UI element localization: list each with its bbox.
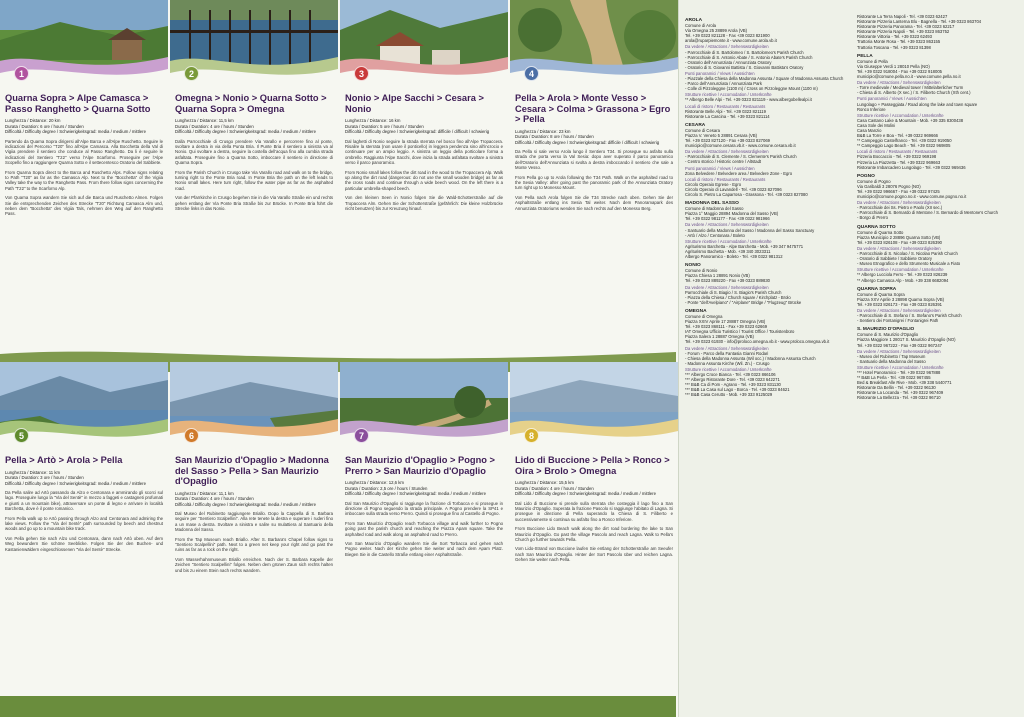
- route-meta: [170, 491, 338, 508]
- directory-entry: - Parrocchiale di S. Bartolomeo / S. Bartolomeo's Parish Church: [685, 49, 804, 55]
- directory-entry: Comune di Pogno: [857, 178, 891, 184]
- town-heading: QUARNA SOTTO: [857, 224, 896, 230]
- directory-entry: - Borgo di Prerro: [857, 215, 888, 221]
- directory-entry: ** B&B La Perla - Tel. +39 0322 967455: [857, 375, 931, 381]
- paragraph-it: Partendo da Quarna Sopra dirigersi all'Alpe Barca e all'Alpe Ruschetto. Seguire le indicazioni del Percorso "T20" fino all'Alpe Camasca. Alla Bocchetta della Val di Vigiia prendere il sentiero che conduce al Passo Ranghetto. Da li è seguire le indicazioni del Sentiero "T22" verso l'Alpe Scarforno. Proseguire per l'Alpe Scopello fino a raggiungere Quarna Sotto e il settecentesco Oratorio del Sabbiete.: [5, 138, 163, 166]
- route-title: Pella > Arola > Monte Vesso > Cesara > Colma > Grassona > Egro > Pella: [515, 93, 671, 124]
- route-difficulty: Difficoltà / Difficulty degree / Schwierigkeitsgrad: difficile / difficult / schwierig: [345, 129, 490, 134]
- directory-entry: Tel. +39 0323 826108 - Fax +39 0323 826390: [857, 239, 942, 245]
- route-duration: Durata / Duration: 8 ore / hours / Stunden: [515, 134, 594, 139]
- directory-entry: - Piazza della Chiesa / Church square / Kirchplatz - Brolo: [685, 294, 791, 300]
- route-photo: [0, 362, 168, 454]
- route-number-badge: 5: [14, 428, 29, 443]
- paragraph-en: From Pella walk up to Artò passing through Alzo and Centonara and admiring the lake views. Follow the "Via del Sentè" path surrounded by beech and chestnut woods and go up to a mountain bike track.: [5, 515, 163, 532]
- section-heading: Da vedere / Attractions / Sehenswürdigkeiten: [685, 222, 769, 228]
- directory-entry: Ristorante La Locanda - Tel. +39 0322 967409: [857, 390, 944, 396]
- directory-entry: - Parrocchiale dei Ss. Pietro e Paolo (XII sec.): [857, 205, 943, 211]
- route-meta: [170, 118, 338, 135]
- directory-entry: ** Campeggio Castelfranco - Tel. +39 0322 919050: [857, 138, 952, 144]
- directory-entry: - Parrocchiale di S. Stefano / S. Stefano's Parish Church: [857, 313, 962, 319]
- route-title: Omegna > Nonio > Quarna Sotto > Quarna Sopra > Omegna: [175, 93, 327, 114]
- route-photo: [340, 362, 508, 454]
- directory-entry: Piazza Municipio 2 28896 Quarna Sotto (VB): [857, 234, 941, 240]
- directory-entry: - Parrocchiale di S. Bernardo di Mentone / S. Bernardo di Mentone's Church: [857, 210, 998, 216]
- route-number-badge: 1: [14, 66, 29, 81]
- route-photo: [510, 0, 678, 92]
- directory-entry: Tel. +39 0322 918004 - Fax +39 0322 918005: [857, 68, 942, 74]
- directory-entry: Trattoria Toscana - Tel. +39 0323 81398: [857, 44, 931, 50]
- directory-entry: - Oratorio dell'Annunziata / Annunziata Oratory: [685, 59, 772, 65]
- section-heading: Da vedere / Attractions / Sehenswürdigkeiten: [685, 149, 769, 155]
- directory-entry: Tel. +39 0323 826173 - Fax +39 0323 826391: [857, 301, 942, 307]
- town-heading: OMEGNA: [685, 308, 707, 314]
- route-number-badge: 8: [524, 428, 539, 443]
- route-card: [0, 362, 168, 556]
- directory-entry: - Parco dell'Annunziata / Annunziata Park: [685, 81, 762, 87]
- paragraph-it: Da Pella salire ad Artò passando da Alzo e Centonara e ammirando gli scorci sul lago. Proseguire lungo la "Via del Sentè" in mezzo a faggeti e castagneti profumati e giunti a un mountain bike), attraversare un ponte di legno e arrivare in località Barchetta, dove è il ponte romanico.: [5, 490, 163, 512]
- section-heading: Da vedere / Attractions / Sehenswürdigkeiten: [685, 44, 769, 50]
- directory-entry: Ristorante Vittoria - Tel. +39 0323 62493: [857, 34, 932, 40]
- directory-entry: Ristorante La Terra Napoli - Tel. +39 0323 62427: [857, 14, 948, 19]
- directory-entry: Tel. +39 0322 981177 - Fax +39 0322 981966: [685, 216, 770, 222]
- route-meta: [340, 118, 508, 135]
- town-heading: NONIO: [685, 263, 701, 269]
- section-heading: Da vedere / Attractions / Sehenswürdigkeiten: [857, 348, 941, 354]
- paragraph-it: Dal San Maurizio d'Opaglio si raggiunge la frazione di Torbacca e si prosegue in direzione di Pogno seguendo la strada principale. A Pogno prendere la SP41 e imboccare sulla strada verso Prerro. Quindi si prosegue fino al Castello di Pogno.: [345, 500, 503, 517]
- section-heading: Strutture ricettive / Accomodation / Unterkünfte: [857, 364, 944, 370]
- paragraph-de: Von Pella gehen Sie nach Alzo und Centonara, dann nach Artò oben. Auf dem Weg bewundern Sie schöne Seeblicke. Folgen Sie der den Buchen- und Kastanienwäldern eingeschlossenen "Via del Sentè" Strecke.: [5, 535, 163, 552]
- section-heading: Locali di ristoro / Restaurants / Restaurants: [685, 103, 766, 109]
- directory-entry: - Parrocchiale di S. Clemente / S. Clemente's Parish Church: [685, 154, 797, 160]
- directory-entry: Tel. +39 0323 821128 - Fax +39 0323 821900: [685, 33, 770, 39]
- route-number-badge: 4: [524, 66, 539, 81]
- directory-entry: Casa Sole dei Molini: [857, 122, 896, 128]
- route-photo: [510, 362, 678, 454]
- directory-entry: Comune di Omegna: [685, 313, 723, 319]
- route-card: [170, 362, 338, 577]
- route-difficulty: Difficoltà / Difficulty degree / Schwierigkeitsgrad: media / medium / mittlere: [175, 501, 316, 507]
- directory-entry: - Museo Etnografico e dello Strumento Musicale a Fiato: [857, 261, 961, 267]
- directory-entry: Piazza 1° Maggio 28894 Madonna del Sasso (VB): [685, 211, 779, 217]
- paragraph-it: Dal Museo del Rubinetto raggiungere Briallo. Dopo la Cappella di S. Barbara seguire per "Sentiero Scalpellini". Alla rete tenete la destra e superare i ruderi fino a un mase a destra. Svoltare a sinistra e salire su mulattiera al Santuario della Madonna del Sasso.: [175, 511, 333, 533]
- directory-entry: arola@ruparpiemonte.it - www.comune.arola.vb.it: [685, 38, 777, 44]
- section-heading: Strutture ricettive / Accomodation / Unterkünfte: [685, 366, 772, 372]
- section-heading: Punti panoramici / Views / Aussichten: [685, 165, 755, 171]
- route-meta: [0, 118, 168, 135]
- section-heading: Da vedere / Attractions / Sehenswürdigkeiten: [857, 245, 941, 251]
- route-title: Pella > Artò > Arola > Pella: [5, 455, 123, 465]
- section-heading: Locali di ristoro / Restaurants / Restaurants: [685, 176, 766, 182]
- paragraph-it: Dal Lido di Buccione si prende sulla sterrata che costeggia il lago fino a San Maurizio d'Opaglio. Superata la frazione Pascolo si raggiunge l'abitato di Lagna. Si prosegue in direzione di Pella superando la Chiesa di S. Filiberto e successivamente si continua su asfalto fino a Ronco Inferiore.: [515, 500, 673, 522]
- directory-entry: Tel. +39 0323 889220 - Fax +39 0323 889830: [685, 278, 770, 284]
- directory-entry: Piazza XXV Aprile 3 28898 Quarna Sopra (VB): [857, 296, 945, 302]
- route-distance: Lunghezza / Distance: 12,6 km: [345, 480, 404, 485]
- directory-entry: Piazza Maggiore 1 28017 S. Maurizio d'Opaglio (NO): [857, 337, 956, 343]
- directory-entry: Tel. +39 0322 996667 - Fax +39 0322 97425: [857, 189, 940, 194]
- section-heading: Strutture ricettive / Accomodation / Unterkünfte: [685, 92, 772, 98]
- directory-entry: *** B&B Ca di Pom - Agrano - Tel. +39 0323 831130: [685, 382, 781, 388]
- directory-entry: ** Albergo Belle Alpi - Tel. +39 0323 821119 - www.albergobellealpi.it: [685, 97, 812, 103]
- directory-entry: Tel. +39 0323 61930 - info@proloco.omegna.vb.it - www.proloco.omegna.vb.it: [685, 339, 830, 345]
- town-heading: POGNO: [857, 173, 875, 179]
- route-description: [340, 501, 508, 558]
- route-meta: [510, 129, 678, 146]
- directory-entry: Via Garibaldi 3 28076 Pogno (NO): [857, 183, 921, 189]
- route-number-badge: 3: [354, 66, 369, 81]
- town-heading: S. MAURIZIO D'OPAGLIO: [857, 327, 915, 333]
- directory-entry: Circolo Operaio Egrese - Egro: [685, 181, 742, 187]
- directory-entry: Ristorante Imbarcadero Lungolago - Tel. +39 0322 969436: [857, 164, 966, 170]
- directory-entry: - Santuario della Madonna del Sasso / Madonna del Sasso Sanctuary: [685, 227, 815, 233]
- directory-entry: Ristorante Da Bellin - Tel. +39 0322 96130: [857, 385, 936, 391]
- section-heading: Locali di ristoro / Restaurants / Restaurants: [857, 149, 938, 155]
- route-card: [170, 0, 338, 215]
- route-distance: Lunghezza / Distance: 11,1 km: [175, 490, 234, 496]
- route-distance: Lunghezza / Distance: 16 km: [345, 118, 401, 123]
- route-duration: Durata / Duration: 4 ore / hours / Stunden: [175, 123, 254, 129]
- section-heading: Da vedere / Attractions / Sehenswürdigkeiten: [685, 345, 769, 351]
- directory-entry: *** Hotel Panoramico - Tel. +39 0322 967888: [857, 370, 941, 375]
- route-card: [340, 362, 508, 561]
- route-description: [170, 511, 338, 573]
- directory-entry: - Oratorio di S. Giovanni Battista / S. Giovanni Battista's Oratory: [685, 64, 804, 70]
- route-distance: Lunghezza / Distance: 20 km: [5, 118, 61, 123]
- route-card: [340, 0, 508, 215]
- section-heading: Da vedere / Attractions / Sehenswürdigkeiten: [857, 200, 941, 206]
- directory-entry: municipio@comune.cesara.vb.it - www.comune.cesara.vb.it: [685, 143, 796, 149]
- directory-entry: Circolo Operaio di Lavandell - Tel. +39 0323 827096: [685, 186, 782, 192]
- route-card: [0, 0, 168, 221]
- town-directory: [678, 0, 1024, 717]
- directory-entry: Comune di Quarna Sopra: [857, 291, 905, 297]
- directory-entry: - Oratorio di Sabbiete / Sabbiete Oratory: [857, 256, 932, 262]
- route-card: [510, 0, 678, 215]
- directory-entry: - Centro storico / Historic centre / Altstadt: [685, 159, 762, 165]
- directory-entry: Piazza XXIV Aprile 17 28887 Omegna (VB): [685, 319, 766, 325]
- paragraph-it: Da Pella si sale verso Arola lungo il Sentiero T34. Si prosegue su asfalto sulla strada che porta verso la Val Sesia: dopo aver superato il parco panoramico dell'Oratorio dell'Annunziata si svolta a destra imboccando il sentiero che sale a Monte Vesso.: [515, 149, 673, 171]
- route-number-badge: 2: [184, 66, 199, 81]
- directory-entry: Casa Manzio: [857, 127, 882, 133]
- route-number-badge: 6: [184, 428, 199, 443]
- section-heading: Strutture ricettive / Accomodation / Unterkünfte: [857, 267, 944, 273]
- section-heading: Strutture ricettive / Accomodation / Unterkünfte: [857, 112, 944, 118]
- route-card: [510, 362, 678, 567]
- paragraph-en: From the Tap Museum reach Briallo. After S. Barbara's Chapel follow signs to "Sentiero Scalpellini" path. Next to a green net keep your right and go past the ruins as far as a rock on the right.: [175, 536, 333, 553]
- route-photo: [340, 0, 508, 92]
- directory-entry: Zona Belvedere / Belvedere area / Belvedere Zone - Egro: [685, 170, 793, 176]
- paragraph-en: From Quarna Sopra direct to the Barca and Ruschetto Alps. Follow signs relating to Path "T20" as far as the Camasca Alp. Next to the "Bocchetta" of the Vigiia Valley take the way to the Ranghetto Pass. From there follow signs concerning the Path "T22" to the Scarforno Alp.: [5, 169, 163, 191]
- directory-entry: - Madonna Assunta Kirche (Wil. Zn.) - Crusgo: [685, 360, 770, 366]
- route-distance: Lunghezza / Distance: 15,5 km: [515, 480, 574, 485]
- route-photo: [0, 0, 168, 92]
- route-duration: Durata / Duration: 2,5 ore / hours / Stunden: [345, 485, 428, 491]
- route-difficulty: Difficoltà / Difficulty degree / Schwierigkeitsgrad: media / medium / mittlere: [5, 480, 146, 486]
- route-title: San Maurizio d'Opaglio > Pogno > Prerro > San Maurizio d'Opaglio: [345, 455, 495, 476]
- directory-entry: - Santuario della Madonna del Sasso: [857, 358, 926, 364]
- directory-entry: Via Giuseppe Verdi 1 28010 Pella (NO): [857, 63, 930, 69]
- route-title: Nonio > Alpe Sacchi > Cesara > Nonio: [345, 93, 484, 114]
- directory-entry: Lungolago + Passeggiata / Road along the lake and town square: [857, 101, 978, 107]
- town-heading: PELLA: [857, 53, 873, 59]
- town-heading: MADONNA DEL SASSO: [685, 201, 739, 207]
- paragraph-en: From Nonio small lakes follow the dirt road in the wood to the Tropaccera Alp. Walk up along the dirt road (dangerous: do not use the small wooden bridge) as far as the cross roads and continue through a wide beech wood. On the left there is a particular umbrella-shaped beech.: [345, 169, 503, 191]
- directory-entry: *** B&B Casa Cerutto - Mob. +39 333 9125029: [685, 392, 773, 398]
- paragraph-it: Dalla Parrocchiale di Crusgo prendere Via Varallo e percorrere fino al ponte, svoltare a destra in via della Punta Bria. Il Punte Bria il sentiero a sinistra va al Nonio. Qui svoltare a destra, seguire la costella dell'acqua fino alla cumbia strada asfaltata. Proseguire fino a Quarna Sotto, imboccare il sentiero in direzione di Quarna Sopra.: [175, 138, 333, 166]
- paragraph-de: Von San Maurizio d'Opaglio wandern Sie die Sort Torbacca und gehen nach Pogno weiter. Nach der Kirche gehen Sie weiter und nach dem Apam Platz. Biegen Sie in die Castello Straße entlang einer Asphaltstraße.: [345, 540, 503, 557]
- route-difficulty: Difficoltà / Difficulty degree / Schwierigkeitsgrad: media / medium / mittlere: [515, 491, 656, 496]
- directory-entry: IAT Omegna Ufficio Turistico / Tourist Office / Touristenbüro: [685, 329, 795, 335]
- route-number-badge: 7: [354, 428, 369, 443]
- route-title: Lido di Buccione > Pella > Ronco > Oira > Brolo > Omegna: [515, 455, 670, 476]
- paragraph-de: Von der Pfarrkirche in Crusgo begehen Sie in die Via Varallo Straße ein und rechts gehen entlang der Via Ponte Bria Straße bis zur Brücke. In Ponte Bria führt die Strecke links in das Nonio.: [175, 195, 333, 211]
- route-difficulty: Difficoltà / Difficulty degree / Schwierigkeitsgrad: media / medium / mittlere: [345, 491, 486, 496]
- directory-entry: Ronco Inferiore: [857, 106, 886, 112]
- directory-entry: *** B&B La Casa sul Lago - Borca - Tel. +39 0323 84621: [685, 387, 790, 393]
- directory-entry: Ristorante Pizzeria Lanterna Blu - Bagnella - Tel. +39 0323 863704: [857, 19, 982, 25]
- route-title: San Maurizio d'Opaglio > Madonna del Sasso > Pella > San Maurizio d'Opaglio: [175, 455, 329, 486]
- directory-entry: - Sentiero dei Fontanigrei / Fontanigrei Path: [857, 318, 939, 324]
- directory-entry: - Forum - Parco della Fantasia Gianni Rodari: [685, 350, 769, 356]
- route-description: [170, 139, 338, 212]
- directory-entry: Agriturismo Bachetta - Mob. +39 340 3023311: [685, 248, 771, 254]
- town-heading: QUARNA SOPRA: [857, 286, 897, 292]
- directory-entry: - Parrocchiale di S. Nicolao / S. Nicolao Parish Church: [857, 251, 958, 257]
- directory-entry: Ristorante La Cascina - Tel. +39 0323 821114: [685, 113, 770, 119]
- route-duration: Durata / Duration: 5 ore / hours / Stunden: [345, 123, 424, 129]
- directory-entry: - Piazzale della Chiesa della Madonna Assunta / Square of Madonna Assunta Church: [685, 76, 844, 82]
- bottom-band: [0, 696, 676, 717]
- directory-entry: *** Albergo Ristorante Dore - Tel. +39 0323 642271: [685, 377, 780, 383]
- route-description: [510, 501, 678, 563]
- route-photo: [170, 0, 338, 92]
- directory-entry: Comune di Arola: [685, 23, 716, 29]
- directory-entry: Circolo S. Pietro La Caparrosa - Grassona - Tel. +39 0323 827080: [685, 192, 808, 197]
- directory-entry: Piazza Chiesa 1 28891 Nonio (VB): [685, 273, 750, 279]
- directory-entry: Tel. +39 0322 967222 - Fax +39 0322 967247: [857, 342, 942, 348]
- route-description: [0, 139, 168, 217]
- directory-entry: ** Campeggio Lago Beach - Tel. +39 0322 969805: [857, 143, 951, 149]
- paragraph-en: From Buccione Lido Beach walk along the dirt road bordering the lake to San Maurizio d'Opaglio. Go past the village Pascolo and reach Lagna. Walk to Pella's Church go further towards Pella.: [515, 526, 673, 542]
- route-distance: Lunghezza / Distance: 11 km: [5, 469, 61, 475]
- route-duration: Durata / Duration: 4 ore / hours / Stunden: [515, 485, 594, 491]
- paragraph-it: Dal laghetti di Nonio seguire la strada sterrata nel bosco fino all'Alpe Tropaccera. Risalire la sterrata (non usare il ponticello) in leggera pendenza sino all'incrocio e continuare per un ampio leggio. A sinistra un leggio della porticolare forma a ombrello. Raggiunta l'Alpe Sacchi, dove inizia la strada asfaltata svoltare a sinistra verso il parco panoramico.: [345, 138, 503, 166]
- route-meta: [0, 470, 168, 487]
- route-duration: Durata / Duration: 4 ore / hours / Stunden: [175, 496, 254, 501]
- paragraph-en: From San Maurizio d'Opaglio reach Torbacca village and walk further to Pogno going past the parish church and reaching the Piazza Apam square. Take the asphalted road and walk along an asphalted road to Prerro.: [345, 520, 503, 537]
- directory-entry: - Chiesa della Madonna Assunta (Wil occ.) / Madonna Assunta Church: [685, 355, 816, 361]
- directory-entry: municipio@comune.pogno.no.it - www.comune.pogno.no.it: [857, 194, 967, 200]
- town-heading: CESARA: [685, 122, 706, 128]
- directory-entry: Albergo Panoramico - Boleto - Tel. +39 0322 981312: [685, 254, 783, 260]
- directory-entry: - Museo del Rubinetto / Tap Museum: [857, 353, 926, 359]
- route-duration: Durata / Duration: 6 ore / hours / Stunden: [5, 123, 84, 129]
- directory-column-2: [857, 14, 1024, 401]
- directory-entry: Agriturismo Barchetta - Alpe Barchetta - Mob. +39 347 9475771: [685, 243, 804, 249]
- directory-entry: Tel. +39 0323 827120 - Fax +39 0323 827069: [685, 138, 770, 144]
- directory-entry: - Parrocchiale di S. Antonio Abate / S. Antonio Abate's Parish Church: [685, 54, 813, 60]
- route-photo: [170, 362, 338, 454]
- directory-entry: municipio@comune.pella.no.it - www.comune.pella.no.it: [857, 74, 961, 80]
- directory-entry: - Artò / Alzo / Centonara / Boleto: [685, 232, 745, 238]
- directory-entry: Comune di Madonna del Sasso: [685, 206, 744, 212]
- directory-entry: Ristorante Belle Alpi - Tel. +39 0323 821119: [685, 108, 766, 114]
- directory-entry: Comune di Cesara: [685, 127, 720, 133]
- route-description: [0, 490, 168, 552]
- directory-entry: Comune di Pella: [857, 58, 888, 64]
- section-heading: Da vedere / Attractions / Sehenswürdigkeiten: [857, 307, 941, 313]
- route-difficulty: Difficoltà / Difficulty degree / Schwierigkeitsgrad: media / medium / mittlere: [5, 129, 146, 134]
- directory-entry: ** Albergo Camasca Alp - Mob. +39 338 6682094: [857, 277, 949, 283]
- section-heading: Punti panoramici / Views / Aussichten: [685, 70, 755, 76]
- section-heading: Da vedere / Attractions / Sehenswürdigkeiten: [685, 284, 769, 290]
- directory-entry: Trattoria Monte Rosa - Tel. +39 0323 863155: [857, 39, 941, 45]
- directory-entry: Bed & Breakfast Alle Rive - Mob. +39 338 5440771: [857, 380, 952, 386]
- route-title: Quarna Sopra > Alpe Camasca > Passo Ranghetto > Quarna Sotto: [5, 93, 151, 114]
- route-meta: [340, 480, 508, 497]
- route-distance: Lunghezza / Distance: 11,5 km: [175, 118, 234, 123]
- directory-entry: Pizzeria Boccaccio - Tel. +39 0322 969198: [857, 154, 937, 160]
- route-duration: Durata / Duration: 3 ore / hours / Stunden: [5, 475, 84, 480]
- directory-entry: Comune di S. Maurizio d'Opaglio: [857, 332, 919, 338]
- directory-entry: ** Albergo Lucciola Ferro - Tel. +39 0323 826239: [857, 272, 948, 278]
- paragraph-de: Von den kleinen Seen in Nonio folgen Sie die Wald-Schotterstraße auf die Tropaccera Alm. Gehen Sie der Schotterstraße (gefährlich: Die kleine Holzbrücke nicht benutzen) bis zur Kreuzung hinauf.: [345, 195, 503, 211]
- directory-entry: *** Albergo Croce Bianca - Tel. +39 0323 866106: [685, 372, 776, 377]
- route-distance: Lunghezza / Distance: 23 km: [515, 128, 571, 134]
- directory-entry: Via Omegna 25 28899 Arola (VB): [685, 28, 748, 34]
- directory-entry: Comune di Quarna Sotto: [857, 229, 904, 235]
- directory-entry: - Chiesa di S. Alberto (X sec.) / S. Filiberto Church (Xth cent.): [857, 90, 971, 96]
- directory-entry: Ristorante La Bellezza - Tel. +39 0322 96710: [857, 395, 941, 401]
- paragraph-en: From the Parish Church in Crusgo take Via Varallo road and walk on to the bridge, turning right to the Ponte Bria road. In Ponte Bria the path on the left leads to Nonio small lakes. Here turn right, follow the water pipe as far as the asphalted road.: [175, 169, 333, 191]
- directory-entry: B&B La Torre e Boa - Tel. +39 0322 969666: [857, 133, 938, 139]
- directory-entry: Casa Castano Lake & Mountain - Mob. +39 335 8300438: [857, 117, 964, 123]
- route-difficulty: Difficoltà / Difficulty degree / Schwierigkeitsgrad: media / medium / mittlere: [175, 129, 316, 134]
- directory-entry: Comune di Nonio: [685, 268, 718, 274]
- directory-entry: Tel. +39 0323 868111 - Fax +39 0323 62669: [685, 324, 768, 330]
- route-difficulty: Difficoltà / Difficulty degree / Schwierigkeitsgrad: difficile / difficult / schwierig: [515, 139, 660, 145]
- directory-entry: - Colle di Pizzoleggne (1100 m) / Cross on Pizzoleggne Mount (1100 m): [685, 86, 818, 92]
- directory-entry: Piazza Salera 1 28887 Omegna (VB): [685, 334, 754, 340]
- section-heading: Punti panoramici / Views / Aussichten: [857, 96, 927, 102]
- route-meta: [510, 480, 678, 497]
- paragraph-de: Vom Wasserhahnmuseum Briallo erreichen. Nach der S. Barbara Kapelle der Zeichen "Sentiero Scalpellini" folgen. Neben dem grünen Zaun sich rechts halten und bis zu einem Stein nach rechts wandern.: [175, 556, 333, 573]
- paragraph-de: Vom Lido-Strand von Buccione laufen Sie entlang der Schotterstraße am Seeufer nach San Maurizio d'Opaglio. Hinter der Sort Pascolo über und reichen Lagna. Gehen Sie weiter nach Pella.: [515, 546, 673, 563]
- directory-entry: Piazza V. Veneto 5 28891 Cesara (VB): [685, 132, 758, 138]
- paragraph-de: Von Pella nach Arola folgen Sie die T34 Strecke nach oben. Gehen Sie der Asphaltstraße entlang ins Sesia Tal weiter. Nach dem Panoramapark des Annunziata Oratoriums wenden Sie nach rechts auf den Monesso Berg.: [515, 194, 673, 211]
- directory-entry: - Torre medievale / Medieval tower / Mittelalterlicher Turm: [857, 85, 964, 91]
- paragraph-de: Von Quarna Sopra wandern Sie sich auf die Barca und Ruschetto Almen. Folgen Sie die entsprechenden Zeichen des Strecke "T20" Richtung Camasca Alm und, neben dem "Bocchetta" des Vigiia Tals, nehmen den Weg auf den Ranghetto Pass.: [5, 195, 163, 217]
- paragraph-en: From Pella go up to Arola following the T34 Path. Walk on the asphalted road to the Sesia Valley: after going past the panoramic park of the Annunziata Oratory turn right up to Monesso Mount.: [515, 174, 673, 191]
- directory-column-1: [685, 14, 855, 397]
- route-description: [340, 139, 508, 212]
- town-heading: AROLA: [685, 18, 703, 23]
- directory-entry: Parrocchiale di S. Biagio / S. Biagio's Parish Church: [685, 289, 782, 295]
- directory-entry: Ristorante Pizzeria Napoli - Tel. +39 0323 863752: [857, 29, 950, 35]
- directory-entry: Ristorante Pizzeria Panorama - Tel. +39 0323 62217: [857, 24, 955, 30]
- directory-entry: - Ponte "dell'Avelpiano" / "Airplane" Bridge / "Flugzeug" Brücke: [685, 299, 802, 305]
- directory-entry: Pizzeria La Piazzetta - Tel. +39 0322 969663: [857, 159, 941, 165]
- section-heading: Strutture ricettive / Accomodation / Unterkünfte: [685, 238, 772, 244]
- route-description: [510, 149, 678, 211]
- section-heading: Da vedere / Attractions / Sehenswürdigkeiten: [857, 80, 941, 86]
